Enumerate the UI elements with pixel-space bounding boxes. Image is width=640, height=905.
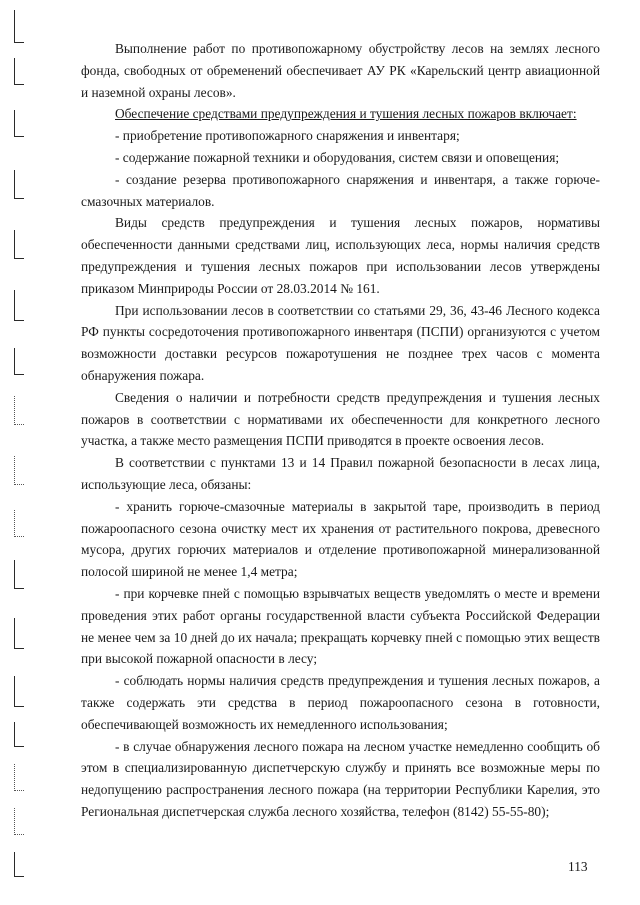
- binding-mark: [14, 110, 24, 137]
- binding-mark: [14, 808, 24, 835]
- binding-mark: [14, 170, 24, 199]
- paragraph: Сведения о наличии и потребности средств предупреждения и тушения лесных пожаров в соответствии с нормативами их обеспеченности для конкретного лесного участка, а также место размещения ПСПИ приводятся в проекте освоения лесов.: [81, 389, 600, 449]
- list-item: - в случае обнаружения лесного пожара на лесном участке немедленно сообщить об этом в специализированную диспетчерскую службу и принять все возможные меры по недопущению распространения лесного пожара (на территории Республики Карелия, это Региональная диспетчерская служба лесного хозяйства, телефон (8142) 55-55-80);: [81, 738, 600, 819]
- document-body: [81, 38, 600, 823]
- binding-mark: [14, 852, 24, 877]
- paragraph: Виды средств предупреждения и тушения лесных пожаров, нормативы обеспеченности данными средствами лиц, использующих леса, нормы наличия средств предупреждения и тушения лесных пожаров при использовании лесов утверждены приказом Минприроды России от 28.03.2014 № 161.: [81, 215, 600, 296]
- binding-mark: [14, 722, 24, 747]
- binding-mark: [14, 348, 24, 375]
- binding-mark: [14, 396, 24, 425]
- list-item: - соблюдать нормы наличия средств предупреждения и тушения лесных пожаров, а также содержать эти средства в период пожароопасного сезона в готовности, обеспечивающей возможность их немедленного использования;: [81, 673, 600, 732]
- list-item: - приобретение противопожарного снаряжения и инвентаря;: [115, 128, 460, 144]
- binding-mark: [14, 618, 24, 649]
- binding-mark: [14, 10, 24, 43]
- page-number: 113: [568, 859, 588, 874]
- binding-mark: [14, 290, 24, 321]
- paragraph: В соответствии с пунктами 13 и 14 Правил пожарной безопасности в лесах лица, использующие леса, обязаны:: [81, 455, 600, 492]
- section-heading-text: Обеспечение средствами предупреждения и тушения лесных пожаров включает:: [115, 106, 577, 122]
- list-item: - содержание пожарной техники и оборудования, систем связи и оповещения;: [115, 149, 560, 165]
- list-item: - при корчевке пней с помощью взрывчатых веществ уведомлять о месте и времени проведения этих работ органы государственной власти субъекта Российской Федерации не менее чем за 10 дней до их начала; прекращать корчевку пней с помощью этих веществ при высокой пожарной опасности в лесу;: [81, 585, 600, 667]
- binding-mark: [14, 510, 24, 537]
- binding-mark: [14, 560, 24, 589]
- binding-mark: [14, 676, 24, 707]
- binding-mark: [14, 230, 24, 259]
- list-item: - создание резерва противопожарного снаряжения и инвентаря, а также горюче-смазочных материалов.: [81, 171, 600, 209]
- section-heading: [81, 103, 600, 125]
- binding-mark: [14, 58, 24, 85]
- binding-edge-marks: [0, 0, 40, 905]
- binding-mark: [14, 456, 24, 485]
- paragraph: При использовании лесов в соответствии со статьями 29, 36, 43-46 Лесного кодекса РФ пункты сосредоточения противопожарного инвентаря (ПСПИ) организуются с учетом возможности доставки ресурсов пожаротушения не позднее трех часов с момента обнаружения пожара.: [81, 302, 600, 383]
- paragraph: Выполнение работ по противопожарному обустройству лесов на землях лесного фонда, свободных от обременений обеспечивает АУ РК «Карельский центр авиационной и наземной охраны лесов».: [81, 41, 600, 100]
- list-item: - хранить горюче-смазочные материалы в закрытой таре, производить в период пожароопасного сезона очистку мест их хранения от растительного покрова, древесного мусора, других горючих материалов и отделение противопожарной минерализованной полосой шириной не менее 1,4 метра;: [81, 498, 600, 580]
- binding-mark: [14, 764, 24, 791]
